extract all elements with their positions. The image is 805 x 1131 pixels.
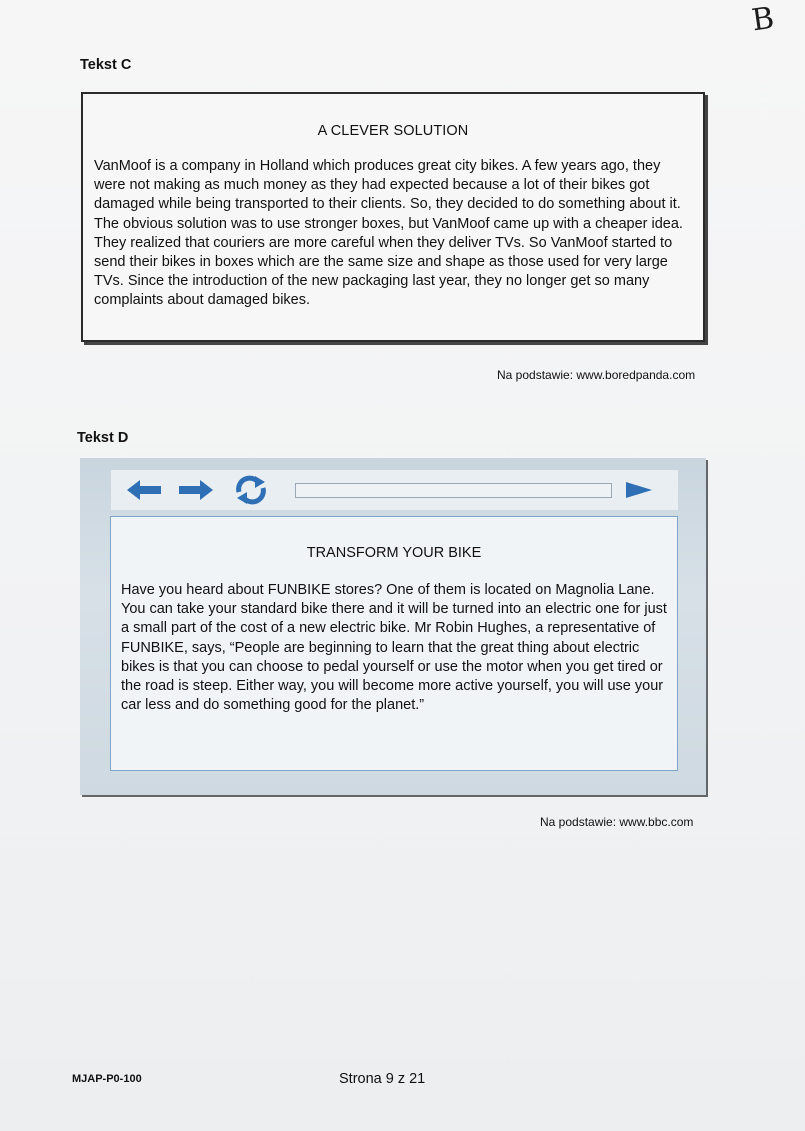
browser-frame [80, 458, 706, 795]
go-arrow-icon[interactable] [624, 478, 654, 502]
refresh-icon[interactable] [231, 474, 271, 506]
text-d-body: Have you heard about FUNBIKE stores? One of them is located on Magnolia Lane. You can take your standard bike there and it will be turned into an electric one for just a small part of the cost of a new electric bike. Mr Robin Hughes, a representative of FUNBIKE, says, “People are beginning to learn that the great thing about electric bikes is that you can choose to pedal yourself or use the motor when you get tired or the road is steep. Either way, you will become more active yourself, you will use your car less and do something good for the planet.” [121, 582, 667, 714]
text-c-body: VanMoof is a company in Holland which produces great city bikes. A few years ago, they were not making as much money as they had expected because a lot of their bikes got damaged while being transported to their clients. So, they decided to do something about it. The obvious solution was to use stronger boxes, but VanMoof came up with a cheaper idea. They realized that couriers are more careful when they deliver TVs. So VanMoof started to send their bikes in boxes which are the same size and shape as those used for very large TVs. Since the introduction of the new packaging last year, they no longer get so many complaints about damaged bikes. [94, 158, 683, 309]
page-number: Strona 9 z 21 [339, 1071, 426, 1087]
browser-content [110, 516, 678, 771]
back-arrow-icon[interactable] [125, 474, 165, 506]
handwritten-corner-mark: B [749, 0, 777, 39]
text-c-title: A CLEVER SOLUTION [317, 123, 469, 139]
text-c-box [81, 92, 705, 342]
text-d-title: TRANSFORM YOUR BIKE [306, 545, 482, 561]
forward-arrow-icon[interactable] [175, 474, 215, 506]
exam-code: MJAP-P0-100 [72, 1073, 142, 1085]
text-c-label: Tekst C [80, 57, 132, 73]
text-d-label: Tekst D [77, 430, 129, 446]
browser-toolbar [111, 470, 678, 510]
text-d-source: Na podstawie: www.bbc.com [540, 815, 694, 829]
address-bar[interactable] [295, 483, 612, 498]
text-c-source: Na podstawie: www.boredpanda.com [497, 368, 696, 382]
